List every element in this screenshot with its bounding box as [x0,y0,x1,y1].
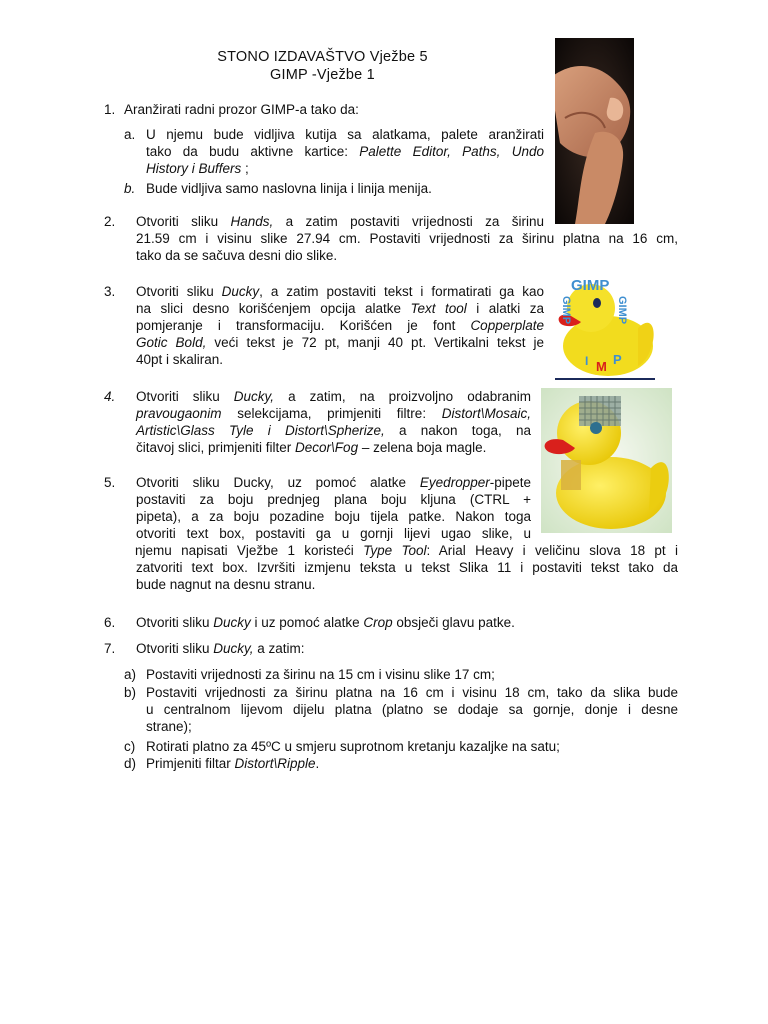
task-1a-label: a. [124,127,136,142]
task-7a-text: Postaviti vrijednosti za širinu na 15 cm i visinu slike 17 cm; [146,667,495,682]
task-1b-text: Bude vidljiva samo naslovna linija i linija menija. [146,181,432,196]
task-3-text: Otvoriti sliku Ducky, a zatim postaviti tekst i formatirati ga kao na slici desno korišćenjem opcija alatke Text tool i alatki za pomjeranje i transformaciju. Korišćen je font Copperplate Gotic Bold, veći tekst je 72 pt, manji 40 pt. Vertikalni tekst je 40pt i skaliran. [136,284,545,367]
task-1a-text: U njemu bude vidljiva kutija sa alatkama, palete aranžirati tako da budu aktivne kartice: Palette Editor, Paths, Undo History i Buffers ; [146,127,544,176]
page-title [0,48,645,84]
task-1b-label: b. [124,181,136,196]
task-7b-label: b) [124,685,137,700]
task-6-number: 6. [104,615,116,630]
gimp-top-word: GIMP [571,277,610,294]
task-4-text: Otvoriti sliku Ducky, a zatim, na proizvoljno odabranim pravougaonim selekcijama, primjeniti filtre: Distort\Mosaic, Artistic\Glass Tyle i Distort\Spherize, a nakon toga, na čitavoj slici, primjeniti filter Decor\Fog – zelena boja magle. [136,389,531,455]
gimp-vertical-right: GIMP [616,296,628,325]
task-5-text: Otvoriti sliku Ducky, uz pomoć alatke Eyedropper-pipete postaviti za boju prednjeg plana boju kljuna (CTRL + pipeta), a za boju pozadine boju tijela patke. Nakon toga otvoriti text box, postaviti ga u gornji lijevi ugao slike, u njemu napisati Vježbe 1 koristeći Type Tool: Arial Heavy i veličinu slova 18 pt i zatvoriti text box. Izvršiti izmjenu teksta u tekst Slika 11 i postaviti tekst tako da bude nagnut na desnu stranu. [135,475,678,592]
ducky-gimp-graphic [553,258,658,382]
task-1-number: 1. [104,102,116,117]
task-2-number: 2. [104,214,116,229]
title-line-2: GIMP -Vježbe 1 [270,67,375,83]
ducky-gimp-text-image [553,258,658,382]
task-7-text: Otvoriti sliku Ducky, a zatim: [136,641,305,656]
gimp-vertical-left: GIMP [560,296,572,325]
task-1-text: Aranžirati radni prozor GIMP-a tako da: [124,102,359,117]
task-7c-text: Rotirati platno za 45ºC u smjeru suprotnom kretanju kazaljke na satu; [146,739,560,754]
task-4-number: 4. [104,389,116,404]
task-7c-label: c) [124,739,136,754]
gimp-bottom-p: P [613,352,622,367]
gimp-bottom-m: M [596,359,607,374]
title-line-1: STONO IZDAVAŠTVO Vježbe 5 [217,49,428,65]
task-7d-label: d) [124,756,137,771]
task-5-number: 5. [104,475,116,490]
task-2-text: Otvoriti sliku Hands, a zatim postaviti vrijednosti za širinu 21.59 cm i visinu slike 27.94 cm. Postaviti vrijednosti za širinu platna na 16 cm, tako da se sačuva desni dio slike. [136,214,678,263]
hands-photo-graphic [555,38,634,224]
task-7b-text: Postaviti vrijednosti za širinu platna na 16 cm i visinu 18 cm, tako da slika bude u centralnom lijevom dijelu platna (platno se dodaje sa gornje, donje i desne strane); [146,685,678,734]
task-7-number: 7. [104,641,116,656]
task-3-number: 3. [104,284,116,299]
task-7a-label: a) [124,667,137,682]
hands-image [555,38,634,224]
gimp-bottom-i: I [585,354,589,368]
task-6-text: Otvoriti sliku Ducky i uz pomoć alatke Crop obsječi glavu patke. [136,615,515,630]
task-7d-text: Primjeniti filtar Distort\Ripple. [146,756,320,771]
